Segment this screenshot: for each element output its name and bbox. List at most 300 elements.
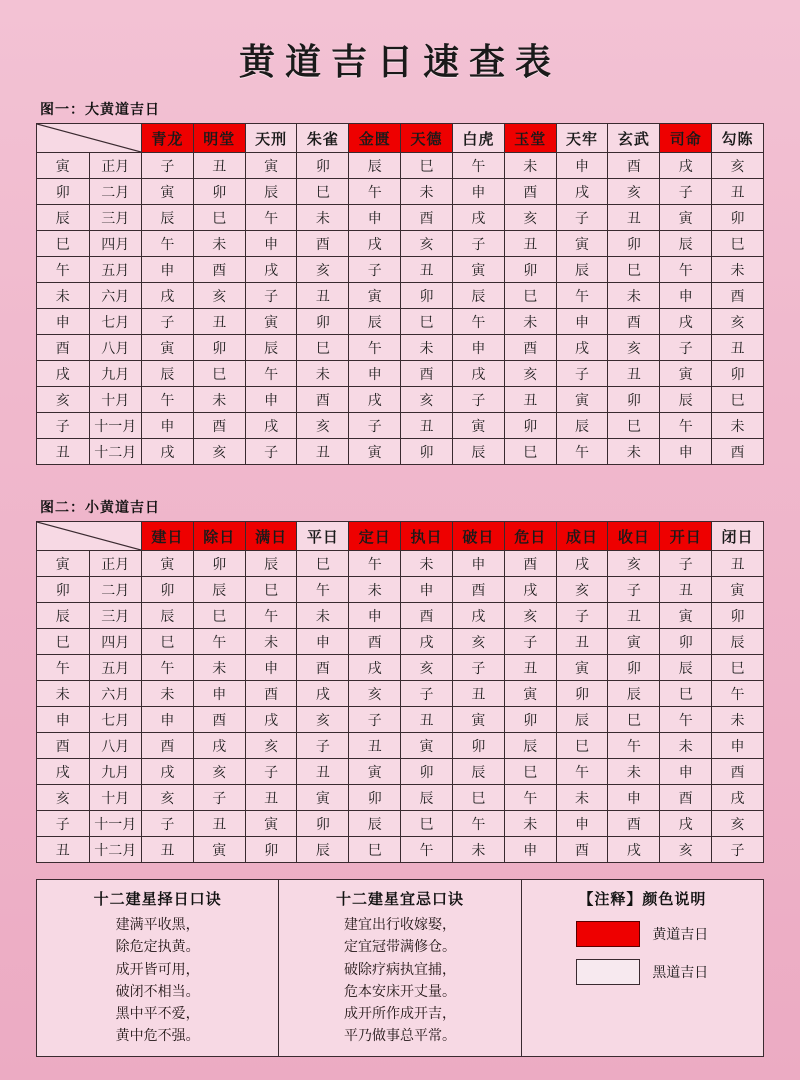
table-cell: 亥	[608, 335, 660, 361]
table-cell: 卯	[712, 361, 764, 387]
table-cell: 未	[452, 837, 504, 863]
row-branch: 卯	[37, 179, 90, 205]
table-cell: 午	[297, 577, 349, 603]
table-cell: 巳	[349, 837, 401, 863]
row-branch: 巳	[37, 629, 90, 655]
table-row	[37, 837, 764, 863]
table-cell: 午	[349, 335, 401, 361]
table-cell: 申	[556, 309, 608, 335]
table-cell: 申	[142, 257, 194, 283]
footer-line: 平乃做事总平常。	[343, 1028, 456, 1045]
table-cell: 卯	[193, 551, 245, 577]
table-cell: 巳	[608, 257, 660, 283]
table-cell: 午	[245, 603, 297, 629]
row-branch: 寅	[37, 551, 90, 577]
table-cell: 戌	[660, 309, 712, 335]
row-month: 九月	[89, 361, 142, 387]
table-cell: 丑	[712, 335, 764, 361]
table-cell: 寅	[245, 153, 297, 179]
table-cell: 戌	[245, 257, 297, 283]
table-cell: 戌	[608, 837, 660, 863]
table-cell: 亥	[608, 179, 660, 205]
table-cell: 寅	[297, 785, 349, 811]
row-month: 二月	[89, 179, 142, 205]
table-cell: 午	[504, 785, 556, 811]
table-cell: 戌	[556, 551, 608, 577]
table-cell: 申	[349, 205, 401, 231]
table-cell: 子	[556, 205, 608, 231]
table-cell: 戌	[660, 811, 712, 837]
table-cell: 卯	[297, 309, 349, 335]
table-cell: 申	[142, 413, 194, 439]
table-row	[37, 361, 764, 387]
table-cell: 辰	[660, 387, 712, 413]
table-cell: 午	[401, 837, 453, 863]
table-cell: 未	[297, 603, 349, 629]
table-cell: 未	[297, 205, 349, 231]
table-cell: 寅	[556, 387, 608, 413]
table-cell: 巳	[712, 387, 764, 413]
footer-column-selection-rhyme	[37, 880, 278, 1056]
table-cell: 酉	[660, 785, 712, 811]
corner-header	[37, 522, 142, 551]
table-cell: 巳	[712, 231, 764, 257]
row-branch: 辰	[37, 603, 90, 629]
table-body	[37, 153, 764, 465]
table-cell: 申	[245, 387, 297, 413]
table-cell: 卯	[297, 153, 349, 179]
table-cell: 巳	[297, 179, 349, 205]
table-cell: 子	[349, 257, 401, 283]
column-header: 明堂	[193, 124, 245, 153]
table-cell: 巳	[142, 629, 194, 655]
column-header: 青龙	[142, 124, 194, 153]
row-branch: 亥	[37, 785, 90, 811]
table-cell: 午	[712, 681, 764, 707]
row-branch: 申	[37, 309, 90, 335]
table-cell: 卯	[608, 387, 660, 413]
column-header: 天刑	[245, 124, 297, 153]
table-cell: 丑	[452, 681, 504, 707]
table-cell: 未	[504, 153, 556, 179]
table-cell: 未	[712, 707, 764, 733]
column-header: 破日	[452, 522, 504, 551]
diagonal-slash-icon	[37, 522, 141, 550]
table-row	[37, 179, 764, 205]
table-cell: 申	[712, 733, 764, 759]
footer-line: 黑中平不爱，	[115, 1006, 200, 1023]
table-cell: 子	[245, 759, 297, 785]
table-cell: 酉	[608, 811, 660, 837]
table-cell: 亥	[401, 387, 453, 413]
table-header-row	[37, 124, 764, 153]
table-cell: 戌	[556, 179, 608, 205]
column-header: 执日	[401, 522, 453, 551]
table-cell: 巳	[660, 681, 712, 707]
table-cell: 辰	[349, 153, 401, 179]
row-branch: 未	[37, 283, 90, 309]
table-cell: 酉	[193, 257, 245, 283]
footer-title-1: 十二建星择日口诀	[93, 890, 222, 908]
table-row	[37, 707, 764, 733]
table-body	[37, 551, 764, 863]
table-cell: 未	[504, 811, 556, 837]
table-cell: 辰	[608, 681, 660, 707]
row-month: 四月	[89, 629, 142, 655]
table-cell: 子	[556, 361, 608, 387]
table-cell: 巳	[401, 309, 453, 335]
column-header: 成日	[556, 522, 608, 551]
column-header: 司命	[660, 124, 712, 153]
table-row	[37, 681, 764, 707]
table-cell: 申	[349, 603, 401, 629]
footer-line: 破闭不相当。	[115, 983, 200, 1000]
table-cell: 辰	[401, 785, 453, 811]
table-cell: 戌	[712, 785, 764, 811]
table-cell: 辰	[660, 231, 712, 257]
row-month: 三月	[89, 603, 142, 629]
table-cell: 午	[245, 205, 297, 231]
table-cell: 寅	[193, 837, 245, 863]
row-month: 十月	[89, 785, 142, 811]
table-cell: 午	[349, 179, 401, 205]
table-cell: 辰	[452, 759, 504, 785]
row-month: 十月	[89, 387, 142, 413]
diagonal-slash-icon	[37, 124, 141, 152]
table-row	[37, 603, 764, 629]
table-cell: 丑	[608, 361, 660, 387]
table-cell: 巳	[608, 413, 660, 439]
table-cell: 酉	[452, 577, 504, 603]
table-cell: 酉	[504, 551, 556, 577]
row-month: 六月	[89, 283, 142, 309]
table-cell: 巳	[297, 335, 349, 361]
table-cell: 戌	[142, 759, 194, 785]
table-cell: 巳	[401, 811, 453, 837]
table-cell: 辰	[245, 551, 297, 577]
footer-line: 定宜冠带满修仓。	[343, 939, 456, 956]
table-cell: 酉	[608, 153, 660, 179]
table-cell: 戌	[142, 439, 194, 465]
table-cell: 未	[349, 577, 401, 603]
table-cell: 酉	[608, 309, 660, 335]
table-cell: 子	[142, 309, 194, 335]
column-header: 开日	[660, 522, 712, 551]
table-cell: 丑	[193, 811, 245, 837]
table-cell: 寅	[712, 577, 764, 603]
table-cell: 酉	[712, 759, 764, 785]
table-cell: 巳	[193, 205, 245, 231]
table-cell: 卯	[401, 759, 453, 785]
table-header-row	[37, 522, 764, 551]
table-cell: 寅	[608, 629, 660, 655]
table-cell: 辰	[660, 655, 712, 681]
table-cell: 申	[245, 655, 297, 681]
table-cell: 卯	[608, 655, 660, 681]
table-cell: 戌	[660, 153, 712, 179]
table-cell: 申	[608, 785, 660, 811]
legend-label-black-day: 黑道吉日	[652, 965, 709, 981]
table-cell: 戌	[504, 577, 556, 603]
row-month: 十二月	[89, 439, 142, 465]
table-cell: 亥	[401, 655, 453, 681]
table-cell: 卯	[556, 681, 608, 707]
corner-header	[37, 124, 142, 153]
table-cell: 丑	[504, 655, 556, 681]
table-cell: 亥	[556, 577, 608, 603]
table-cell: 子	[142, 811, 194, 837]
table-cell: 未	[401, 179, 453, 205]
table-cell: 寅	[349, 283, 401, 309]
table-cell: 卯	[452, 733, 504, 759]
footer-line: 成开所作成开吉，	[343, 1006, 456, 1023]
table-cell: 巳	[452, 785, 504, 811]
table-cell: 酉	[297, 655, 349, 681]
table-cell: 寅	[556, 231, 608, 257]
table-cell: 丑	[349, 733, 401, 759]
column-header: 朱雀	[297, 124, 349, 153]
table-cell: 午	[142, 387, 194, 413]
row-branch: 巳	[37, 231, 90, 257]
table-cell: 子	[504, 629, 556, 655]
table-cell: 卯	[193, 179, 245, 205]
legend-swatch-red	[576, 921, 640, 947]
table-cell: 午	[452, 811, 504, 837]
table-cell: 辰	[245, 335, 297, 361]
table-cell: 酉	[297, 387, 349, 413]
table-cell: 戌	[556, 335, 608, 361]
table-cell: 子	[349, 707, 401, 733]
table-row	[37, 283, 764, 309]
table-cell: 丑	[297, 283, 349, 309]
table-cell: 午	[142, 655, 194, 681]
table-row	[37, 231, 764, 257]
table-row	[37, 205, 764, 231]
section-label-1: 图一：大黄道吉日	[40, 101, 160, 117]
table-cell: 寅	[660, 205, 712, 231]
table-cell: 卯	[193, 335, 245, 361]
table-cell: 丑	[297, 759, 349, 785]
table-cell: 子	[297, 733, 349, 759]
table-cell: 亥	[193, 759, 245, 785]
column-header: 天德	[401, 124, 453, 153]
table-cell: 戌	[349, 655, 401, 681]
footer-title-2: 十二建星宜忌口诀	[335, 890, 464, 908]
column-header: 除日	[193, 522, 245, 551]
table-cell: 戌	[297, 681, 349, 707]
row-month: 正月	[89, 153, 142, 179]
table-cell: 申	[452, 335, 504, 361]
legend-row-black	[526, 959, 759, 985]
row-branch: 亥	[37, 387, 90, 413]
legend-swatch-white	[576, 959, 640, 985]
table-cell: 未	[608, 439, 660, 465]
table-cell: 戌	[349, 387, 401, 413]
table-cell: 卯	[401, 439, 453, 465]
table-cell: 辰	[556, 257, 608, 283]
table-row	[37, 439, 764, 465]
table-cell: 巳	[245, 577, 297, 603]
table-cell: 未	[401, 335, 453, 361]
row-month: 十二月	[89, 837, 142, 863]
table-cell: 卯	[245, 837, 297, 863]
table-cell: 寅	[245, 811, 297, 837]
footer-line: 建满平收黑，	[115, 917, 200, 933]
table-cell: 丑	[504, 231, 556, 257]
table-cell: 申	[401, 577, 453, 603]
table-row	[37, 153, 764, 179]
table-cell: 丑	[712, 551, 764, 577]
table-cell: 未	[193, 655, 245, 681]
footer-line: 除危定执黄。	[115, 939, 200, 956]
table-cell: 酉	[193, 707, 245, 733]
table-row	[37, 811, 764, 837]
table-cell: 亥	[712, 153, 764, 179]
table-cell: 辰	[142, 205, 194, 231]
table-cell: 未	[193, 387, 245, 413]
table-cell: 卯	[712, 603, 764, 629]
row-branch: 午	[37, 257, 90, 283]
column-header: 定日	[349, 522, 401, 551]
table-cell: 寅	[556, 655, 608, 681]
table-cell: 午	[193, 629, 245, 655]
table-cell: 巳	[297, 551, 349, 577]
table-cell: 辰	[556, 413, 608, 439]
row-month: 七月	[89, 309, 142, 335]
table-cell: 午	[660, 707, 712, 733]
table-cell: 丑	[297, 439, 349, 465]
table-cell: 巳	[608, 707, 660, 733]
table-cell: 申	[245, 231, 297, 257]
table-cell: 申	[660, 759, 712, 785]
table-cell: 子	[193, 785, 245, 811]
table-cell: 亥	[142, 785, 194, 811]
column-header: 玉堂	[504, 124, 556, 153]
table-cell: 午	[349, 551, 401, 577]
table-cell: 寅	[142, 335, 194, 361]
legend-row-yellow	[526, 921, 759, 947]
table-cell: 未	[297, 361, 349, 387]
table-cell: 巳	[556, 733, 608, 759]
table-cell: 未	[608, 283, 660, 309]
table-cell: 寅	[452, 413, 504, 439]
table-cell: 亥	[349, 681, 401, 707]
table-row	[37, 335, 764, 361]
row-month: 十一月	[89, 413, 142, 439]
row-branch: 辰	[37, 205, 90, 231]
footer-line: 危本安床开丈量。	[343, 983, 456, 1000]
row-month: 九月	[89, 759, 142, 785]
table-cell: 巳	[401, 153, 453, 179]
table-cell: 申	[142, 707, 194, 733]
footer-line: 破除疗病执宜捕，	[343, 961, 456, 978]
table-cell: 亥	[504, 361, 556, 387]
table-row	[37, 629, 764, 655]
table-cell: 酉	[401, 603, 453, 629]
column-header: 白虎	[452, 124, 504, 153]
row-branch: 酉	[37, 733, 90, 759]
table-cell: 亥	[245, 733, 297, 759]
column-header: 金匮	[349, 124, 401, 153]
table-cell: 寅	[349, 759, 401, 785]
table-cell: 酉	[401, 361, 453, 387]
table-row	[37, 309, 764, 335]
table-row	[37, 733, 764, 759]
row-branch: 子	[37, 811, 90, 837]
table-cell: 丑	[401, 707, 453, 733]
table-cell: 寅	[142, 179, 194, 205]
table-row	[37, 551, 764, 577]
footer-line: 黄中危不强。	[115, 1028, 200, 1045]
table-cell: 巳	[504, 283, 556, 309]
table-cell: 巳	[193, 361, 245, 387]
table-cell: 午	[660, 257, 712, 283]
column-header: 建日	[142, 522, 194, 551]
table-cell: 亥	[193, 439, 245, 465]
table-cell: 寅	[660, 361, 712, 387]
row-month: 八月	[89, 733, 142, 759]
table-cell: 子	[452, 655, 504, 681]
table-cell: 戌	[452, 205, 504, 231]
table-cell: 亥	[608, 551, 660, 577]
table-cell: 戌	[401, 629, 453, 655]
row-branch: 子	[37, 413, 90, 439]
table-cell: 申	[504, 837, 556, 863]
table-cell: 申	[452, 551, 504, 577]
table-cell: 戌	[193, 733, 245, 759]
table-cell: 午	[142, 231, 194, 257]
table-row	[37, 785, 764, 811]
row-branch: 申	[37, 707, 90, 733]
table-cell: 子	[142, 153, 194, 179]
column-header: 危日	[504, 522, 556, 551]
table-cell: 巳	[504, 759, 556, 785]
row-branch: 戌	[37, 759, 90, 785]
column-header: 天牢	[556, 124, 608, 153]
row-month: 五月	[89, 655, 142, 681]
row-branch: 午	[37, 655, 90, 681]
footer-panel	[36, 879, 764, 1057]
table-cell: 丑	[245, 785, 297, 811]
footer-title-3: 【注释】颜色说明	[578, 890, 707, 908]
table-cell: 未	[660, 733, 712, 759]
table-cell: 酉	[504, 335, 556, 361]
table-cell: 辰	[452, 439, 504, 465]
table-cell: 卯	[608, 231, 660, 257]
table-cell: 卯	[142, 577, 194, 603]
table-cell: 丑	[608, 205, 660, 231]
table-cell: 戌	[349, 231, 401, 257]
table-cell: 丑	[712, 179, 764, 205]
table-cell: 辰	[297, 837, 349, 863]
table-cell: 未	[712, 257, 764, 283]
column-header: 勾陈	[712, 124, 764, 153]
column-header: 玄武	[608, 124, 660, 153]
table-cell: 未	[193, 231, 245, 257]
table-cell: 寅	[401, 733, 453, 759]
column-header: 平日	[297, 522, 349, 551]
table-great-yellow-path	[36, 123, 764, 465]
table-cell: 丑	[193, 309, 245, 335]
table-cell: 酉	[401, 205, 453, 231]
table-cell: 亥	[297, 413, 349, 439]
table-cell: 子	[660, 551, 712, 577]
table-cell: 申	[556, 153, 608, 179]
section-label-2: 图二：小黄道吉日	[40, 499, 160, 515]
row-branch: 酉	[37, 335, 90, 361]
table-row	[37, 577, 764, 603]
table-cell: 申	[193, 681, 245, 707]
